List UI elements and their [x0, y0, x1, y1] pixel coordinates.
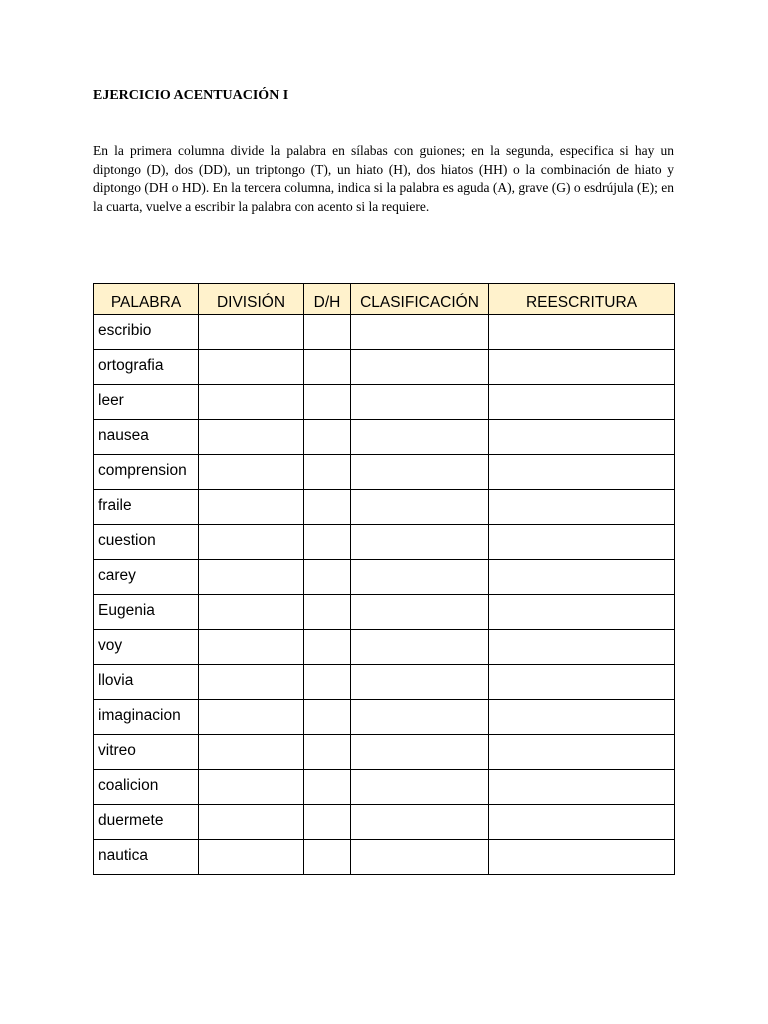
reescritura-cell[interactable] — [489, 420, 675, 455]
dh-cell[interactable] — [304, 770, 351, 805]
word-cell — [94, 840, 199, 875]
dh-cell[interactable] — [304, 385, 351, 420]
reescritura-cell[interactable] — [489, 630, 675, 665]
table-row — [94, 770, 675, 805]
word-cell — [94, 385, 199, 420]
word-cell — [94, 420, 199, 455]
reescritura-cell[interactable] — [489, 770, 675, 805]
division-cell[interactable] — [199, 805, 304, 840]
word-text: comprension — [98, 462, 187, 479]
reescritura-cell[interactable] — [489, 595, 675, 630]
word-text: cuestion — [98, 532, 156, 549]
clasificacion-cell[interactable] — [351, 525, 489, 560]
clasificacion-cell[interactable] — [351, 595, 489, 630]
clasificacion-cell[interactable] — [351, 350, 489, 385]
reescritura-cell[interactable] — [489, 735, 675, 770]
division-cell[interactable] — [199, 490, 304, 525]
word-cell — [94, 735, 199, 770]
word-text: fraile — [98, 497, 132, 514]
reescritura-cell[interactable] — [489, 490, 675, 525]
dh-cell[interactable] — [304, 700, 351, 735]
table-row — [94, 630, 675, 665]
header-palabra: PALABRA — [94, 284, 199, 315]
division-cell[interactable] — [199, 735, 304, 770]
dh-cell[interactable] — [304, 420, 351, 455]
dh-cell[interactable] — [304, 630, 351, 665]
word-text: escribio — [98, 322, 152, 339]
reescritura-cell[interactable] — [489, 700, 675, 735]
word-cell — [94, 700, 199, 735]
clasificacion-cell[interactable] — [351, 490, 489, 525]
word-text: llovia — [98, 672, 134, 689]
table-row — [94, 315, 675, 350]
division-cell[interactable] — [199, 840, 304, 875]
word-text: imaginacion — [98, 707, 181, 724]
dh-cell[interactable] — [304, 560, 351, 595]
word-cell — [94, 315, 199, 350]
table-row — [94, 560, 675, 595]
clasificacion-cell[interactable] — [351, 455, 489, 490]
clasificacion-cell[interactable] — [351, 385, 489, 420]
clasificacion-cell[interactable] — [351, 560, 489, 595]
table-row — [94, 490, 675, 525]
word-text: duermete — [98, 812, 164, 829]
header-dh: D/H — [304, 284, 351, 315]
word-cell — [94, 490, 199, 525]
division-cell[interactable] — [199, 455, 304, 490]
table-row — [94, 455, 675, 490]
reescritura-cell[interactable] — [489, 665, 675, 700]
division-cell[interactable] — [199, 630, 304, 665]
table-row — [94, 840, 675, 875]
word-cell — [94, 350, 199, 385]
word-cell — [94, 560, 199, 595]
dh-cell[interactable] — [304, 455, 351, 490]
word-text: vitreo — [98, 742, 136, 759]
word-cell — [94, 525, 199, 560]
clasificacion-cell[interactable] — [351, 700, 489, 735]
word-text: leer — [98, 392, 124, 409]
reescritura-cell[interactable] — [489, 385, 675, 420]
clasificacion-cell[interactable] — [351, 630, 489, 665]
table-row — [94, 665, 675, 700]
division-cell[interactable] — [199, 350, 304, 385]
dh-cell[interactable] — [304, 840, 351, 875]
word-cell — [94, 770, 199, 805]
table-row — [94, 350, 675, 385]
word-cell — [94, 455, 199, 490]
dh-cell[interactable] — [304, 525, 351, 560]
reescritura-cell[interactable] — [489, 840, 675, 875]
clasificacion-cell[interactable] — [351, 770, 489, 805]
dh-cell[interactable] — [304, 805, 351, 840]
table-header-row — [94, 284, 675, 315]
division-cell[interactable] — [199, 770, 304, 805]
table-row — [94, 805, 675, 840]
clasificacion-cell[interactable] — [351, 840, 489, 875]
exercise-table — [93, 283, 675, 875]
clasificacion-cell[interactable] — [351, 735, 489, 770]
word-text: carey — [98, 567, 136, 584]
reescritura-cell[interactable] — [489, 455, 675, 490]
word-text: nausea — [98, 427, 149, 444]
header-division: DIVISIÓN — [199, 284, 304, 315]
header-clasificacion: CLASIFICACIÓN — [351, 284, 489, 315]
table-row — [94, 700, 675, 735]
word-cell — [94, 630, 199, 665]
word-text: nautica — [98, 847, 148, 864]
document-title: EJERCICIO ACENTUACIÓN I — [93, 88, 289, 103]
clasificacion-cell[interactable] — [351, 315, 489, 350]
dh-cell[interactable] — [304, 490, 351, 525]
header-reescritura: REESCRITURA — [489, 284, 675, 315]
division-cell[interactable] — [199, 700, 304, 735]
table-row — [94, 595, 675, 630]
dh-cell[interactable] — [304, 315, 351, 350]
division-cell[interactable] — [199, 420, 304, 455]
word-cell — [94, 805, 199, 840]
reescritura-cell[interactable] — [489, 525, 675, 560]
word-text: coalicion — [98, 777, 159, 794]
reescritura-cell[interactable] — [489, 560, 675, 595]
division-cell[interactable] — [199, 595, 304, 630]
reescritura-cell[interactable] — [489, 315, 675, 350]
table-row — [94, 420, 675, 455]
word-text: Eugenia — [98, 602, 155, 619]
word-text: voy — [98, 637, 123, 654]
division-cell[interactable] — [199, 315, 304, 350]
division-cell[interactable] — [199, 560, 304, 595]
clasificacion-cell[interactable] — [351, 805, 489, 840]
clasificacion-cell[interactable] — [351, 420, 489, 455]
dh-cell[interactable] — [304, 665, 351, 700]
word-text: ortografia — [98, 357, 164, 374]
reescritura-cell[interactable] — [489, 805, 675, 840]
table-row — [94, 735, 675, 770]
dh-cell[interactable] — [304, 735, 351, 770]
word-cell — [94, 595, 199, 630]
division-cell[interactable] — [199, 525, 304, 560]
instructions-paragraph: En la primera columna divide la palabra en sílabas con guiones; en la segunda, especifica si hay un diptongo (D), dos (DD), un triptongo (T), un hiato (H), dos hiatos (HH) o la combinación de hiato y diptongo (DH o HD). En la tercera columna, indica si la palabra es aguda (A), grave (G) o esdrújula (E); en la cuarta, vuelve a escribir la palabra con acento si la requiere. — [93, 143, 674, 214]
division-cell[interactable] — [199, 665, 304, 700]
word-cell — [94, 665, 199, 700]
division-cell[interactable] — [199, 385, 304, 420]
table-row — [94, 525, 675, 560]
reescritura-cell[interactable] — [489, 350, 675, 385]
table-row — [94, 385, 675, 420]
clasificacion-cell[interactable] — [351, 665, 489, 700]
dh-cell[interactable] — [304, 595, 351, 630]
dh-cell[interactable] — [304, 350, 351, 385]
